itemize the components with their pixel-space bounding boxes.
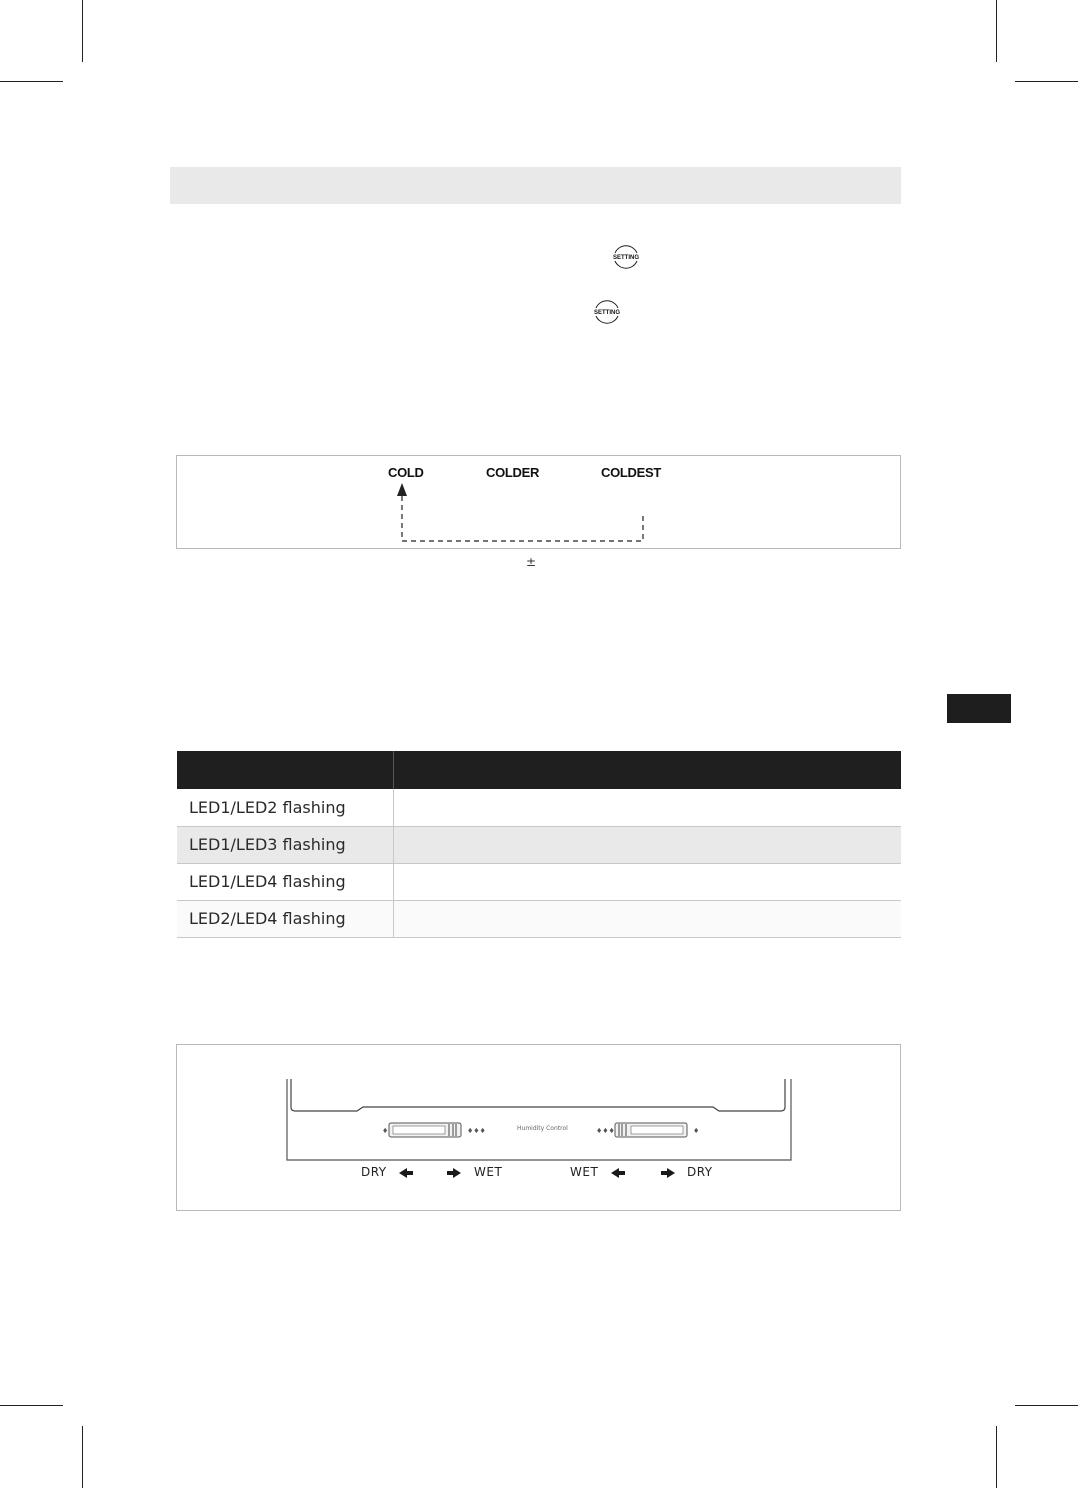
temperature-level-diagram [176, 455, 901, 549]
led-meaning-cell [394, 826, 902, 863]
level-cold: COLD [388, 465, 424, 480]
table-row [177, 789, 901, 826]
crop-mark [0, 1405, 63, 1406]
led-meaning-cell [394, 863, 902, 900]
table-row [177, 863, 901, 900]
crop-mark [996, 0, 997, 62]
led-status-cell: LED2/LED4 flashing [177, 900, 394, 937]
humidity-control-label: Humidity Control [517, 1125, 568, 1132]
crop-mark [996, 1426, 997, 1488]
svg-text:♦♦♦: ♦♦♦ [596, 1127, 615, 1135]
led-status-cell: LED1/LED3 flashing [177, 826, 394, 863]
right-dry-label: DRY [687, 1165, 713, 1179]
crop-mark [0, 81, 63, 82]
svg-text:♦♦♦: ♦♦♦ [467, 1127, 486, 1135]
level-coldest: COLDEST [601, 465, 662, 480]
plus-minus-symbol: ± [526, 555, 537, 569]
setting-icon-label: SETTING [593, 310, 621, 316]
led-meaning-cell [394, 789, 902, 826]
crop-mark [82, 0, 83, 62]
crop-mark [1015, 81, 1078, 82]
led-status-cell: LED1/LED4 flashing [177, 863, 394, 900]
right-wet-label: WET [570, 1165, 599, 1179]
section-header-bar [170, 167, 901, 204]
humidity-control-diagram [176, 1044, 901, 1211]
cycle-arrow [177, 456, 899, 548]
svg-text:♦: ♦ [693, 1127, 700, 1135]
table-row [177, 826, 901, 863]
table-row [177, 900, 901, 937]
table-header-cell [394, 751, 902, 789]
setting-icon-label: SETTING [612, 255, 640, 261]
level-colder: COLDER [486, 465, 540, 480]
crop-mark [82, 1426, 83, 1488]
led-status-table [177, 751, 901, 938]
setting-icon [592, 297, 622, 327]
crop-mark [1015, 1405, 1078, 1406]
table-header-cell [177, 751, 394, 789]
svg-text:♦: ♦ [382, 1127, 389, 1135]
left-wet-label: WET [474, 1165, 503, 1179]
led-meaning-cell [394, 900, 902, 937]
setting-icon [611, 242, 641, 272]
left-dry-label: DRY [361, 1165, 387, 1179]
side-tab [947, 694, 1011, 723]
led-status-cell: LED1/LED2 flashing [177, 789, 394, 826]
